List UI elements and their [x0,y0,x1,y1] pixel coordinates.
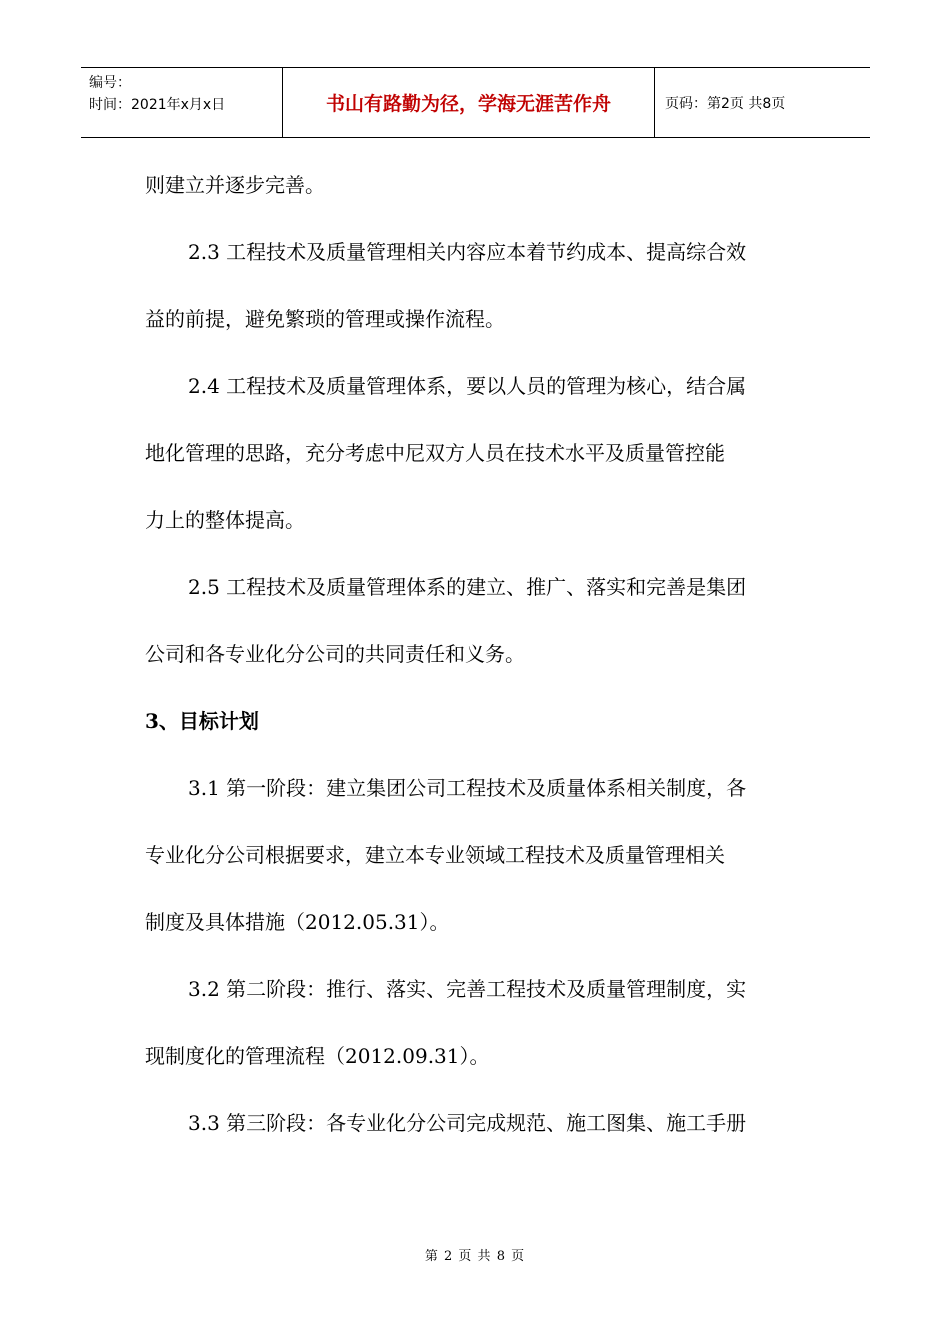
document-number [89,72,282,94]
time-value: 2021年x月x日 [131,97,226,113]
text-line: 力上的整体提高。 [145,508,305,532]
text-line: 2.4 工程技术及质量管理体系，要以人员的管理为核心，结合属 [188,374,747,398]
section-heading: 3、目标计划 [145,709,259,733]
text-line: 公司和各专业化分公司的共同责任和义务。 [145,642,525,666]
page-footer: 第 2 页 共 8 页 [424,1249,526,1264]
text-line: 专业化分公司根据要求，建立本专业领域工程技术及质量管理相关 [145,843,725,867]
text-line: 2.3 工程技术及质量管理相关内容应本着节约成本、提高综合效 [188,240,747,264]
header-motto: 书山有路勤为径，学海无涯苦作舟 [282,68,655,137]
document-body [145,152,807,1157]
number-label: 编号： [89,75,131,91]
text-line: 则建立并逐步完善。 [145,173,325,197]
time-label: 时间： [89,97,131,113]
text-line: 3.2 第二阶段：推行、落实、完善工程技术及质量管理制度，实 [188,977,747,1001]
text-line: 制度及具体措施（2012.05.31）。 [145,910,450,934]
header-page-cell [655,68,870,137]
page-value: 第2页 共8页 [707,95,786,112]
text-line: 3.1 第一阶段：建立集团公司工程技术及质量体系相关制度，各 [188,776,747,800]
text-line: 现制度化的管理流程（2012.09.31）。 [145,1044,490,1068]
text-line: 3.3 第三阶段：各专业化分公司完成规范、施工图集、施工手册 [188,1111,747,1135]
text-line: 2.5 工程技术及质量管理体系的建立、推广、落实和完善是集团 [188,575,747,599]
text-line: 益的前提，避免繁琐的管理或操作流程。 [145,307,505,331]
header-info-cell [81,68,282,137]
page-header [81,67,870,138]
page-label: 页码： [665,95,707,112]
text-line: 地化管理的思路，充分考虑中尼双方人员在技术水平及质量管控能 [145,441,725,465]
document-time [89,94,282,116]
